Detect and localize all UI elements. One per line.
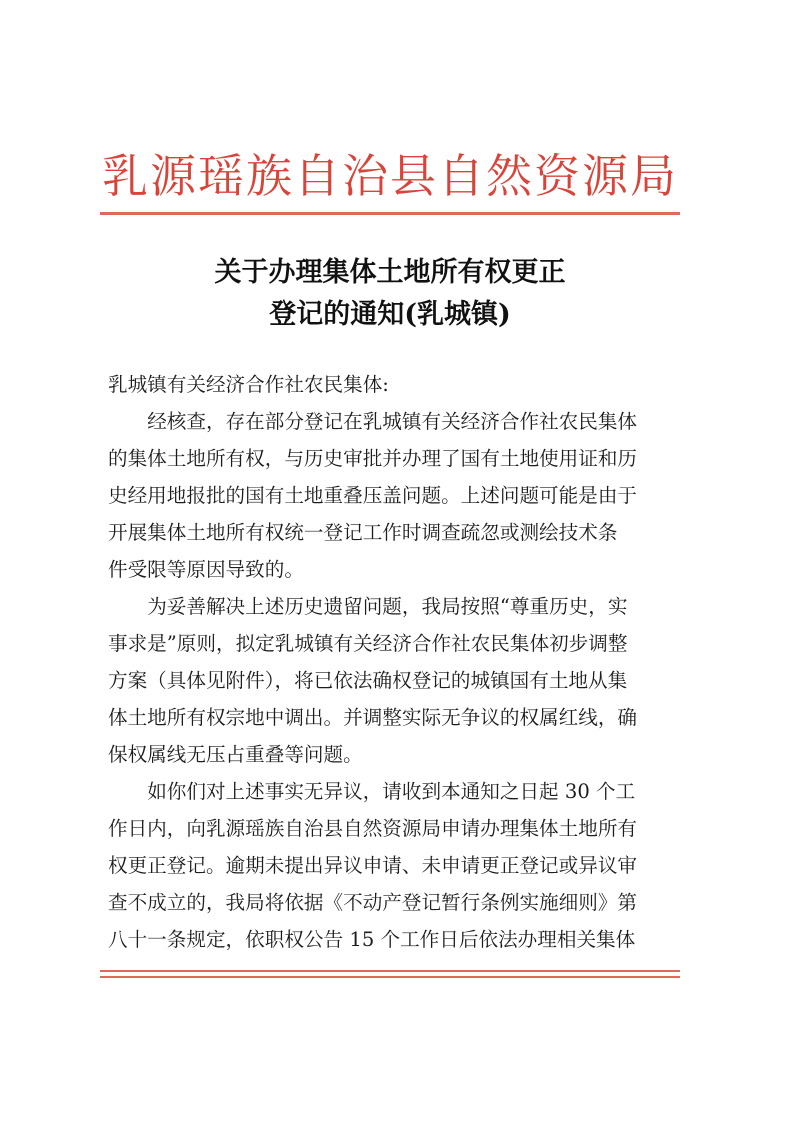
paragraph-line: 件受限等原因导致的。: [108, 558, 304, 581]
paragraph-1: [108, 403, 680, 588]
footer-divider-lower: [100, 976, 680, 978]
document-title: [100, 252, 680, 336]
document-title-line-2: 登记的通知(乳城镇): [269, 299, 511, 330]
paragraph-line: 史经用地报批的国有土地重叠压盖问题。上述问题可能是由于: [108, 484, 638, 507]
salutation: [108, 366, 680, 403]
footer-divider-upper: [100, 970, 680, 972]
issuing-organization-header: 乳源瑶族自治县自然资源局: [102, 149, 678, 203]
paragraph-line: 体土地所有权宗地中调出。并调整实际无争议的权属红线，确: [108, 706, 638, 729]
paragraph-line: 经核查，存在部分登记在乳城镇有关经济合作社农民集体: [147, 410, 638, 433]
header-divider: [100, 212, 680, 215]
paragraph-line: 权更正登记。逾期未提出异议申请、未申请更正登记或异议审: [108, 854, 638, 877]
paragraph-line: 八十一条规定，依职权公告 15 个工作日后依法办理相关集体: [108, 928, 636, 951]
paragraph-line: 的集体土地所有权，与历史审批并办理了国有土地使用证和历: [108, 447, 638, 470]
paragraph-line: 开展集体土地所有权统一登记工作时调查疏忽或测绘技术条: [108, 521, 618, 544]
document-body: [108, 366, 680, 958]
paragraph-line: 查不成立的，我局将依据《不动产登记暂行条例实施细则》第: [108, 891, 638, 914]
paragraph-line: 方案（具体见附件），将已依法确权登记的城镇国有土地从集: [108, 669, 628, 692]
paragraph-line: 保权属线无压占重叠等问题。: [108, 743, 363, 766]
paragraph-line: 为妥善解决上述历史遗留问题，我局按照“尊重历史，实: [147, 595, 628, 618]
salutation-text: 乳城镇有关经济合作社农民集体:: [108, 373, 389, 396]
paragraph-2: [108, 588, 680, 773]
paragraph-line: 事求是”原则，拟定乳城镇有关经济合作社农民集体初步调整: [108, 632, 628, 655]
document-title-line-1: 关于办理集体土地所有权更正: [214, 257, 566, 288]
paragraph-line: 作日内，向乳源瑶族自治县自然资源局申请办理集体土地所有: [108, 817, 638, 840]
paragraph-line: 如你们对上述事实无异议，请收到本通知之日起 30 个工: [147, 780, 636, 803]
paragraph-3: [108, 773, 680, 958]
